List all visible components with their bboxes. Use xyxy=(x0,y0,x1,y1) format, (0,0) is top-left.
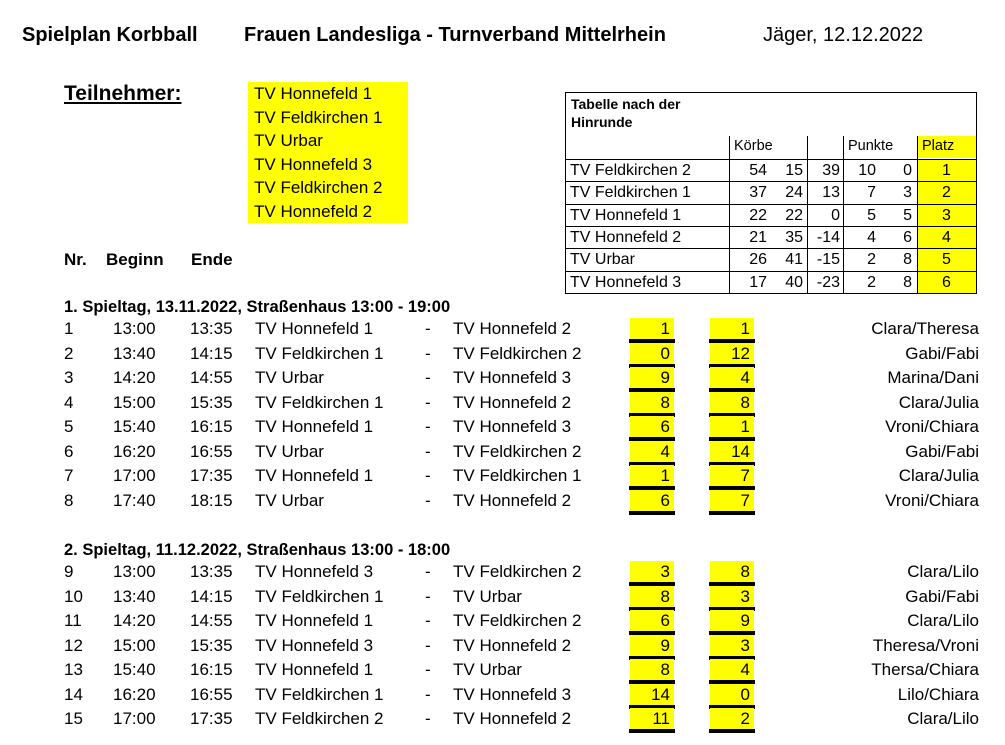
standings-platz: 5 xyxy=(942,251,951,269)
match-ref: Lilo/Chiara xyxy=(897,684,979,704)
match-ref: Gabi/Fabi xyxy=(905,441,979,461)
match-s2: 1 xyxy=(710,416,754,437)
match-dash: - xyxy=(425,466,431,485)
match-away: TV Urbar xyxy=(453,586,522,606)
match-away: TV Feldkirchen 2 xyxy=(453,562,582,581)
match-s1: 8 xyxy=(630,659,674,680)
match-s2: 7 xyxy=(710,465,754,486)
match-ref: Clara/Theresa xyxy=(871,319,979,338)
match-ref: Gabi/Fabi xyxy=(905,586,979,606)
standings-k1: 21 xyxy=(749,228,767,246)
match-end: 18:15 xyxy=(190,490,233,510)
match-end: 14:55 xyxy=(190,368,233,387)
match-end: 17:35 xyxy=(190,709,233,728)
match-nr: 10 xyxy=(64,586,83,606)
match-end: 16:55 xyxy=(190,441,233,461)
match-dash: - xyxy=(425,319,431,338)
match-s2: 4 xyxy=(710,367,754,388)
match-dash: - xyxy=(425,392,431,412)
match-away: TV Feldkirchen 2 xyxy=(453,343,582,363)
match-ref: Marina/Dani xyxy=(887,368,979,387)
match-home: TV Feldkirchen 1 xyxy=(255,392,384,412)
match-away: TV Honnefeld 2 xyxy=(453,392,572,412)
match-begin: 14:20 xyxy=(113,368,156,387)
match-s1: 8 xyxy=(630,586,674,607)
match-away: TV Honnefeld 3 xyxy=(453,368,572,387)
match-nr: 1 xyxy=(64,319,74,338)
standings-diff: -14 xyxy=(816,228,840,246)
match-home: TV Honnefeld 3 xyxy=(255,635,374,655)
col-begin: Beginn xyxy=(106,250,164,269)
standings-team: TV Feldkirchen 1 xyxy=(570,184,691,202)
match-nr: 8 xyxy=(64,490,74,510)
match-dash: - xyxy=(425,441,431,461)
header-diff xyxy=(807,136,843,158)
match-s1: 1 xyxy=(630,465,674,486)
match-s2: 2 xyxy=(710,708,754,729)
col-end: Ende xyxy=(191,250,233,269)
match-s1: 6 xyxy=(630,416,674,437)
match-s2: 14 xyxy=(710,441,754,462)
standings-table xyxy=(565,92,977,294)
match-row xyxy=(0,635,1005,659)
match-home: TV Honnefeld 1 xyxy=(255,611,374,630)
standings-row xyxy=(566,159,976,183)
match-ref: Clara/Julia xyxy=(898,392,979,412)
standings-platz: 3 xyxy=(942,206,951,224)
match-begin: 15:40 xyxy=(113,417,156,436)
match-nr: 15 xyxy=(64,709,83,728)
match-end: 15:35 xyxy=(190,635,233,655)
match-row xyxy=(0,708,1005,732)
match-nr: 5 xyxy=(64,417,74,436)
match-end: 16:15 xyxy=(190,660,233,679)
match-away: TV Honnefeld 2 xyxy=(453,635,572,655)
match-ref: Clara/Lilo xyxy=(907,562,979,581)
match-away: TV Honnefeld 3 xyxy=(453,417,572,436)
match-s1: 11 xyxy=(630,708,674,729)
participant-item: TV Feldkirchen 1 xyxy=(254,107,383,127)
standings-k2: 40 xyxy=(785,273,803,291)
standings-team: TV Honnefeld 3 xyxy=(570,273,682,291)
col-nr: Nr. xyxy=(64,250,87,269)
match-s1: 8 xyxy=(630,392,674,413)
match-row xyxy=(0,367,1005,391)
standings-k1: 22 xyxy=(749,206,767,224)
match-begin: 16:20 xyxy=(113,684,156,704)
match-row xyxy=(0,441,1005,465)
standings-team: TV Honnefeld 1 xyxy=(570,206,682,224)
standings-k2: 15 xyxy=(785,162,803,179)
standings-row xyxy=(566,204,976,228)
match-home: TV Feldkirchen 1 xyxy=(255,343,384,363)
match-s2: 7 xyxy=(710,490,754,511)
standings-p1: 4 xyxy=(867,228,876,246)
match-nr: 13 xyxy=(64,660,83,679)
match-end: 16:55 xyxy=(190,684,233,704)
match-home: TV Honnefeld 1 xyxy=(255,466,374,485)
participants-list xyxy=(248,82,408,223)
standings-k2: 22 xyxy=(785,206,803,224)
header-punkte: Punkte xyxy=(843,136,917,158)
match-ref: Vroni/Chiara xyxy=(885,490,979,510)
standings-p1: 5 xyxy=(867,206,876,224)
match-s1: 6 xyxy=(630,610,674,631)
match-nr: 14 xyxy=(64,684,83,704)
match-home: TV Honnefeld 1 xyxy=(255,319,374,338)
match-s1: 3 xyxy=(630,561,674,582)
match-away: TV Honnefeld 2 xyxy=(453,490,572,510)
match-home: TV Feldkirchen 2 xyxy=(255,709,384,728)
match-nr: 9 xyxy=(64,562,74,581)
header-koerbe: Körbe xyxy=(729,136,807,158)
match-nr: 11 xyxy=(64,611,82,630)
standings-platz: 4 xyxy=(942,228,951,246)
standings-k1: 26 xyxy=(749,251,767,269)
match-row xyxy=(0,343,1005,367)
standings-diff: 0 xyxy=(831,206,840,224)
match-ref: Clara/Julia xyxy=(898,466,979,485)
match-s2: 8 xyxy=(710,561,754,582)
match-row xyxy=(0,490,1005,514)
match-home: TV Honnefeld 1 xyxy=(255,660,374,679)
match-away: TV Feldkirchen 1 xyxy=(453,466,582,485)
standings-p2: 0 xyxy=(903,162,912,179)
match-home: TV Feldkirchen 1 xyxy=(255,684,384,704)
document-title: Spielplan Korbball xyxy=(22,24,198,46)
match-nr: 12 xyxy=(64,635,83,655)
standings-row xyxy=(566,271,976,295)
match-s1: 9 xyxy=(630,367,674,388)
match-end: 17:35 xyxy=(190,466,233,485)
standings-platz: 1 xyxy=(942,162,951,179)
score-underline xyxy=(629,729,675,733)
match-nr: 7 xyxy=(64,466,74,485)
match-row xyxy=(0,610,1005,634)
match-dash: - xyxy=(425,611,431,630)
match-nr: 4 xyxy=(64,392,74,412)
match-dash: - xyxy=(425,635,431,655)
header-platz: Platz xyxy=(917,136,976,158)
match-s2: 12 xyxy=(710,343,754,364)
match-away: TV Honnefeld 2 xyxy=(453,709,572,728)
standings-diff: 39 xyxy=(822,162,840,179)
match-s2: 0 xyxy=(710,684,754,705)
standings-team: TV Feldkirchen 2 xyxy=(570,162,691,179)
match-s1: 6 xyxy=(630,490,674,511)
standings-k2: 35 xyxy=(785,228,803,246)
standings-diff: -15 xyxy=(816,251,840,269)
match-end: 14:15 xyxy=(190,586,233,606)
match-dash: - xyxy=(425,490,431,510)
author-date: Jäger, 12.12.2022 xyxy=(763,24,924,46)
match-away: TV Urbar xyxy=(453,660,522,679)
match-s1: 9 xyxy=(630,635,674,656)
standings-row xyxy=(566,248,976,272)
standings-p1: 2 xyxy=(867,273,876,291)
standings-p1: 2 xyxy=(867,251,876,269)
match-nr: 6 xyxy=(64,441,74,461)
match-s2: 8 xyxy=(710,392,754,413)
match-s1: 14 xyxy=(630,684,674,705)
match-end: 16:15 xyxy=(190,417,233,436)
match-row xyxy=(0,416,1005,440)
standings-k1: 54 xyxy=(749,162,767,179)
match-home: TV Honnefeld 3 xyxy=(255,562,374,581)
match-home: TV Urbar xyxy=(255,368,324,387)
match-dash: - xyxy=(425,417,431,436)
match-begin: 14:20 xyxy=(113,611,156,630)
match-begin: 17:00 xyxy=(113,466,156,485)
match-ref: Clara/Lilo xyxy=(907,611,979,630)
match-away: TV Feldkirchen 2 xyxy=(453,441,582,461)
match-end: 14:15 xyxy=(190,343,233,363)
match-s2: 9 xyxy=(710,610,754,631)
match-s1: 1 xyxy=(630,318,674,339)
match-away: TV Feldkirchen 2 xyxy=(453,611,582,630)
participant-item: TV Urbar xyxy=(254,131,323,150)
standings-k1: 37 xyxy=(749,184,767,202)
match-dash: - xyxy=(425,586,431,606)
match-begin: 13:40 xyxy=(113,586,156,606)
match-home: TV Urbar xyxy=(255,441,324,461)
match-s2: 4 xyxy=(710,659,754,680)
standings-team: TV Honnefeld 2 xyxy=(570,228,682,246)
match-nr: 2 xyxy=(64,343,74,363)
participant-item: TV Honnefeld 2 xyxy=(254,201,373,221)
score-underline xyxy=(629,511,675,515)
match-row xyxy=(0,659,1005,683)
participant-item: TV Honnefeld 3 xyxy=(254,154,373,174)
match-ref: Theresa/Vroni xyxy=(872,635,979,655)
match-row xyxy=(0,684,1005,708)
match-home: TV Honnefeld 1 xyxy=(255,417,374,436)
standings-p1: 7 xyxy=(867,184,876,202)
match-end: 13:35 xyxy=(190,319,233,338)
match-s1: 4 xyxy=(630,441,674,462)
standings-platz: 2 xyxy=(942,184,951,202)
match-begin: 16:20 xyxy=(113,441,156,461)
standings-diff: -23 xyxy=(816,273,840,291)
match-s2: 3 xyxy=(710,635,754,656)
match-dash: - xyxy=(425,343,431,363)
match-s2: 3 xyxy=(710,586,754,607)
match-s1: 0 xyxy=(630,343,674,364)
match-begin: 13:00 xyxy=(113,562,156,581)
match-begin: 15:00 xyxy=(113,392,156,412)
match-s2: 1 xyxy=(710,318,754,339)
participant-item: TV Honnefeld 1 xyxy=(254,84,373,103)
match-dash: - xyxy=(425,660,431,679)
standings-row xyxy=(566,226,976,250)
standings-p2: 8 xyxy=(903,251,912,269)
standings-title: Tabelle nach der Hinrunde xyxy=(571,96,681,130)
match-begin: 15:40 xyxy=(113,660,156,679)
standings-team: TV Urbar xyxy=(570,251,635,269)
match-ref: Thersa/Chiara xyxy=(871,660,979,679)
score-underline xyxy=(709,729,755,733)
match-dash: - xyxy=(425,562,431,581)
match-end: 13:35 xyxy=(190,562,233,581)
match-row xyxy=(0,392,1005,416)
match-begin: 13:00 xyxy=(113,319,156,338)
standings-k2: 41 xyxy=(785,251,803,269)
match-end: 14:55 xyxy=(190,611,233,630)
match-home: TV Feldkirchen 1 xyxy=(255,586,384,606)
match-begin: 17:00 xyxy=(113,709,156,728)
standings-p2: 6 xyxy=(903,228,912,246)
match-away: TV Honnefeld 3 xyxy=(453,684,572,704)
standings-k1: 17 xyxy=(749,273,767,291)
matchday-1-title: 1. Spieltag, 13.11.2022, Straßenhaus 13:00 - 19:00 xyxy=(64,298,451,316)
standings-p2: 3 xyxy=(903,184,912,202)
matchday-2-title: 2. Spieltag, 11.12.2022, Straßenhaus 13:00 - 18:00 xyxy=(64,541,451,559)
standings-p1: 10 xyxy=(858,162,876,179)
match-dash: - xyxy=(425,368,431,387)
match-row xyxy=(0,465,1005,489)
participants-label: Teilnehmer: xyxy=(64,82,182,105)
score-underline xyxy=(709,511,755,515)
standings-k2: 24 xyxy=(785,184,803,202)
match-away: TV Honnefeld 2 xyxy=(453,319,572,338)
match-row xyxy=(0,586,1005,610)
match-row xyxy=(0,561,1005,585)
match-begin: 15:00 xyxy=(113,635,156,655)
match-dash: - xyxy=(425,709,431,728)
league-title: Frauen Landesliga - Turnverband Mittelrhein xyxy=(244,24,666,46)
match-home: TV Urbar xyxy=(255,490,324,510)
match-begin: 13:40 xyxy=(113,343,156,363)
standings-p2: 8 xyxy=(903,273,912,291)
match-ref: Vroni/Chiara xyxy=(885,417,979,436)
match-nr: 3 xyxy=(64,368,74,387)
standings-diff: 13 xyxy=(822,184,840,202)
match-begin: 17:40 xyxy=(113,490,156,510)
standings-row xyxy=(566,181,976,205)
match-ref: Gabi/Fabi xyxy=(905,343,979,363)
match-ref: Clara/Lilo xyxy=(907,709,979,728)
match-row xyxy=(0,318,1005,342)
match-dash: - xyxy=(425,684,431,704)
standings-platz: 6 xyxy=(942,273,951,291)
standings-p2: 5 xyxy=(903,206,912,224)
participant-item: TV Feldkirchen 2 xyxy=(254,178,383,197)
match-end: 15:35 xyxy=(190,392,233,412)
